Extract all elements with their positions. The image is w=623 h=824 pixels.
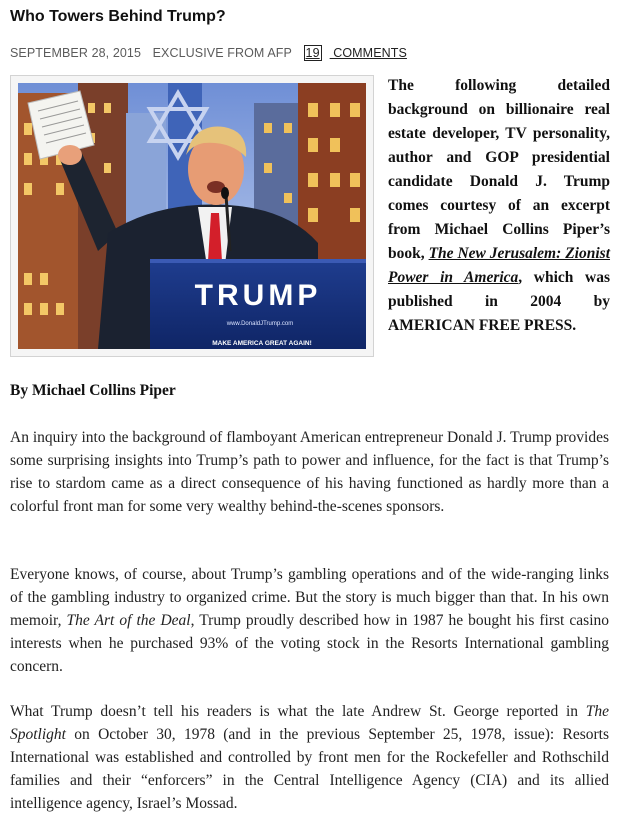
post-date: SEPTEMBER 28, 2015 — [10, 46, 142, 60]
comments-link[interactable] — [304, 46, 415, 60]
article-photo — [10, 75, 374, 357]
body-paragraph-2: Everyone knows, of course, about Trump’s gambling operations and of the wide-ranging links of the gambling industry to organized crime. But the story is much bigger than that. In his own memoir, The Art of the Deal, Trump proudly described how in 1987 he bought his first casino interests when he purchased 93% of the voting stock in the Resorts International gambling concern. — [10, 566, 609, 675]
comments-label: COMMENTS — [329, 46, 407, 60]
intro-text-end: , which was published in 2004 by AMERICAN FREE PRESS. — [388, 269, 610, 334]
podium — [150, 259, 366, 349]
intro-paragraph — [388, 74, 610, 338]
podium-slogan: MAKE AMERICA GREAT AGAIN! — [212, 340, 312, 347]
podium-name: TRUMP — [194, 279, 322, 312]
podium-url: www.DonaldJTrump.com — [226, 321, 294, 327]
byline: By Michael Collins Piper — [10, 382, 176, 399]
book-title-italic: The Art of the Deal — [66, 612, 191, 629]
comments-count: 19 — [305, 46, 320, 60]
body-paragraph-3: What Trump doesn’t tell his readers is what the late Andrew St. George reported in The Spotlight on October 30, 1978 (and in the previous September 25, 1978, issue): Resorts International was established and controlled by front men for the Rockefeller and Rothschild families and their “enforcers” in the Central Intelligence Agency (CIA) and its allied intelligence agency, Israel’s Mossad. — [10, 703, 609, 812]
post-category[interactable]: EXCLUSIVE FROM AFP — [152, 46, 292, 60]
publication-title-italic: The Spotlight — [10, 703, 609, 743]
body-paragraph-1: An inquiry into the background of flamboyant American entrepreneur Donald J. Trump provides some surprising insights into Trump’s path to power and influence, for the fact is that Trump’s rise to stardom came as a direct consequence of his having functioned as hardly more than a colorful front man for some very wealthy behind-the-scenes sponsors. — [10, 429, 609, 515]
book-link[interactable]: The New Jerusalem: Zionist Power in America — [388, 245, 611, 286]
intro-text: The following detailed background on billionaire real estate developer, TV personality, author and GOP presidential candidate Donald J. Trump comes courtesy of an excerpt from Michael Collins Piper’s book, — [388, 77, 610, 262]
article-meta — [10, 46, 415, 60]
trump-rally-photo — [18, 83, 366, 349]
article-title[interactable]: Who Towers Behind Trump? — [10, 8, 226, 25]
